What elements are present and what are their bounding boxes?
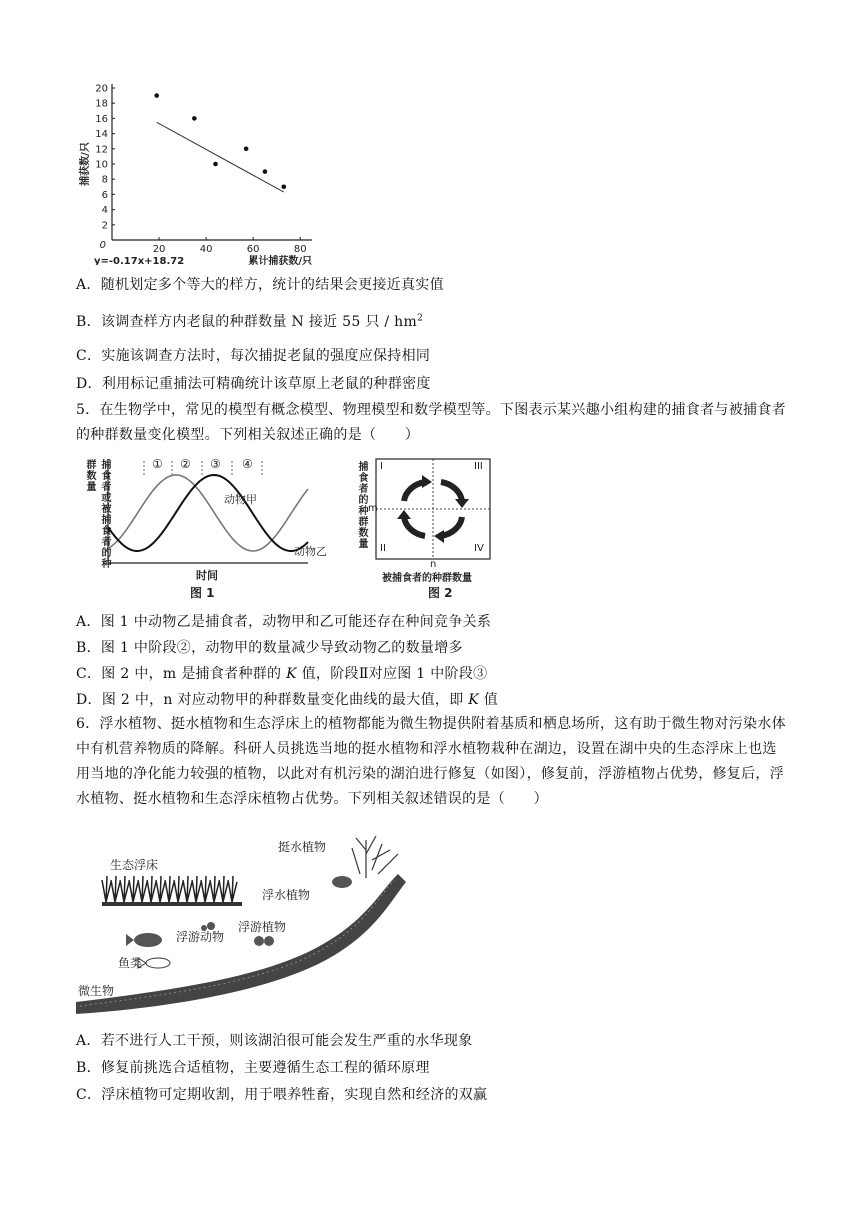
label-eco-bed: 生态浮床 bbox=[110, 858, 159, 872]
fig1-xlabel: 时间 bbox=[196, 569, 218, 582]
stage-3: ③ bbox=[210, 457, 221, 471]
label-zooplankton: 浮游动物 bbox=[176, 930, 225, 944]
x-tick-label: 20 bbox=[152, 244, 166, 255]
series-yi-label: 动物乙 bbox=[294, 545, 327, 558]
bed-plant-icon bbox=[120, 876, 129, 902]
label-fish: 鱼类 bbox=[118, 956, 143, 970]
bed-plant-icon bbox=[183, 876, 192, 902]
y-tick-label: 4 bbox=[101, 205, 108, 217]
y-tick-label: 18 bbox=[95, 98, 108, 110]
q5-option-a: A．图 1 中动物乙是捕食者，动物甲和乙可能还存在种间竞争关系 bbox=[76, 614, 492, 630]
fig2-caption: 图 2 bbox=[428, 586, 453, 600]
scatter-chart bbox=[76, 80, 326, 265]
bed-plant-icon bbox=[201, 876, 210, 902]
label-emergent: 挺水植物 bbox=[278, 840, 327, 854]
label-floating: 浮水植物 bbox=[262, 888, 311, 902]
q6-option-b: B．修复前挑选合适植物，主要遵循生态工程的循环原理 bbox=[76, 1060, 430, 1076]
y-tick-label: 6 bbox=[101, 189, 108, 201]
y-tick-label: 16 bbox=[95, 113, 108, 125]
fig2-ylabel: 捕食者的种群数量 bbox=[356, 461, 367, 549]
label-phytoplankton: 浮游植物 bbox=[238, 920, 287, 934]
q5-option-b: B．图 1 中阶段②，动物甲的数量减少导致动物乙的数量增多 bbox=[76, 640, 463, 656]
x-tick-label: 40 bbox=[199, 244, 213, 255]
data-point bbox=[154, 93, 159, 98]
data-point bbox=[263, 169, 268, 174]
quadrant-1: I bbox=[380, 461, 383, 472]
x-tick-label: 80 bbox=[293, 244, 307, 255]
bed-plant-icon bbox=[210, 876, 219, 902]
quadrant-2: II bbox=[380, 543, 386, 554]
fig1-ylabel: 捕食者或被捕食者的种群数量 bbox=[84, 459, 110, 569]
bed-plant-icon bbox=[102, 876, 111, 902]
q4-option-c: C．实施该调查方法时，每次捕捉老鼠的强度应保持相同 bbox=[76, 348, 431, 364]
bed-plant-icon bbox=[147, 876, 156, 902]
y-tick-label: 10 bbox=[95, 159, 108, 171]
figure-2 bbox=[352, 455, 502, 585]
fig1-caption: 图 1 bbox=[190, 586, 215, 600]
bed-plant-icon bbox=[174, 876, 183, 902]
stage-2: ② bbox=[180, 457, 191, 471]
bed-plant-icon bbox=[219, 876, 228, 902]
n-label: n bbox=[430, 559, 437, 570]
m-label: m bbox=[368, 503, 378, 514]
bed-plant-icon bbox=[111, 876, 120, 902]
q4-option-a: A．随机划定多个等大的样方，统计的结果会更接近真实值 bbox=[76, 277, 444, 293]
trendline bbox=[157, 122, 284, 192]
q6-stem: 6．浮水植物、挺水植物和生态浮床上的植物都能为微生物提供附着基质和栖息场所，这有助于微生物对污染水体中有机营养物质的降解。科研人员挑选当地的挺水植物和浮水植物栽种在湖边，设置在湖中央的生态浮床上也选用当地的净化能力较强的植物，以此对有机污染的湖泊进行修复（如图），修复前，浮游植物占优势，修复后，浮水植物、挺水植物和生态浮床植物占优势。下列相关叙述错误的是（ ） bbox=[76, 716, 786, 807]
label-microbes: 微生物 bbox=[78, 984, 115, 998]
y-tick-label: 14 bbox=[95, 129, 108, 141]
y-tick-label: 12 bbox=[95, 144, 108, 156]
q5-option-c: C．图 2 中，m 是捕食者种群的 K 值，阶段Ⅱ对应图 1 中阶段③ bbox=[76, 666, 488, 682]
figure-1 bbox=[76, 455, 327, 585]
lake-figure bbox=[76, 830, 421, 1020]
fig2-xlabel: 被捕食者的种群数量 bbox=[382, 573, 472, 584]
y-axis-label: 捕获数/只 bbox=[80, 142, 91, 186]
x-axis-label: 累计捕获数/只 bbox=[248, 256, 312, 265]
bed-plant-icon bbox=[156, 876, 165, 902]
data-point bbox=[244, 147, 249, 152]
q4-option-d: D．利用标记重捕法可精确统计该草原上老鼠的种群密度 bbox=[76, 376, 431, 392]
quadrant-3: III bbox=[474, 461, 483, 472]
fig1-curve-jia bbox=[108, 475, 308, 551]
y-tick-label: 20 bbox=[95, 83, 108, 95]
x-tick-label: 60 bbox=[246, 244, 260, 255]
trend-equation: y=-0.17x+18.72 bbox=[94, 256, 185, 265]
bed-plant-icon bbox=[165, 876, 174, 902]
stage-4: ④ bbox=[242, 457, 253, 471]
q6-option-c: C．浮床植物可定期收割，用于喂养牲畜，实现自然和经济的双赢 bbox=[76, 1087, 488, 1103]
q5-stem: 5．在生物学中，常见的模型有概念模型、物理模型和数学模型等。下图表示某兴趣小组构建的捕食者与被捕食者的种群数量变化模型。下列相关叙述正确的是（ ） bbox=[76, 402, 786, 443]
origin-label: 0 bbox=[99, 240, 106, 251]
data-point bbox=[213, 162, 218, 167]
bed-plant-icon bbox=[138, 876, 147, 902]
quadrant-4: IV bbox=[474, 543, 484, 554]
data-point bbox=[281, 185, 286, 190]
data-point bbox=[192, 116, 197, 121]
bed-plant-icon bbox=[228, 876, 237, 902]
q6-option-a: A．若不进行人工干预，则该湖泊很可能会发生严重的水华现象 bbox=[76, 1033, 473, 1049]
y-tick-label: 2 bbox=[101, 220, 108, 232]
y-tick-label: 8 bbox=[101, 174, 108, 186]
q4-option-b: B．该调查样方内老鼠的种群数量 N 接近 55 只 / $hm^2$ bbox=[76, 313, 424, 330]
series-jia-label: 动物甲 bbox=[224, 493, 257, 506]
bed-plant-icon bbox=[192, 876, 201, 902]
bed-plant-icon bbox=[129, 876, 138, 902]
stage-1: ① bbox=[152, 457, 163, 471]
q5-option-d: D．图 2 中，n 对应动物甲的种群数量变化曲线的最大值，即 K 值 bbox=[76, 692, 499, 708]
